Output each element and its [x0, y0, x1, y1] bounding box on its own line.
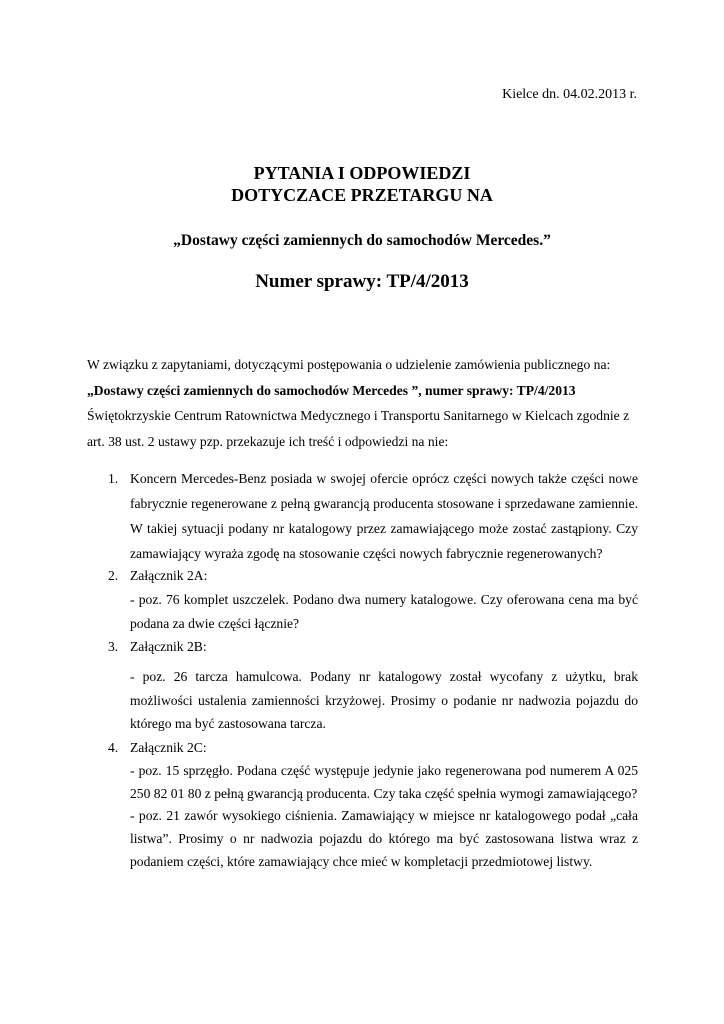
item-line: możliwości ustalenia zamienności krzyżowej. Prosimy o podanie nr nadwozia pojazdu do	[130, 693, 638, 708]
item-line: Załącznik 2B:	[130, 639, 207, 654]
intro-line: Świętokrzyskie Centrum Ratownictwa Medycznego i Transportu Sanitarnego w Kielcach zgodnie z	[87, 408, 630, 423]
item-line: listwa”. Prosimy o nr nadwozia pojazdu do którego ma być zastosowana listwa wraz z	[130, 831, 638, 846]
title-line-1: PYTANIA I ODPOWIEDZI	[253, 163, 471, 183]
item-line: fabrycznie regenerowane z pełną gwarancją producenta stosowane i sprzedawane zamiennie.	[130, 496, 638, 511]
item-line: podaniem części, które zamawiający chce mieć w kompletacji przedmiotowej listwy.	[130, 854, 593, 869]
item-line: - poz. 26 tarcza hamulcowa. Podany nr katalogowy został wycofany z użytku, brak	[130, 669, 638, 684]
item-line: Koncern Mercedes-Benz posiada w swojej ofercie oprócz części nowych także części nowe	[130, 471, 638, 486]
item-line: 250 82 01 80 z pełną gwarancją producenta. Czy taka część spełnia wymogi zamawiającego?	[130, 786, 638, 801]
intro-line: W związku z zapytaniami, dotyczącymi postępowania o udzielenie zamówienia publicznego na:	[87, 357, 611, 372]
item-number: 1.	[108, 471, 119, 486]
item-line: Załącznik 2A:	[130, 568, 208, 583]
item-line: W takiej sytuacji podany nr katalogowy przez zamawiającego może zostać zastąpiony. Czy	[130, 521, 638, 536]
item-line: Załącznik 2C:	[130, 740, 207, 755]
document-date: Kielce dn. 04.02.2013 r.	[502, 87, 637, 102]
item-line: - poz. 15 sprzęgło. Podana część występuje jedynie jako regenerowana pod numerem A 025	[130, 763, 638, 778]
item-number: 2.	[108, 568, 119, 583]
case-number: Numer sprawy: TP/4/2013	[255, 271, 469, 292]
item-number: 4.	[108, 740, 119, 755]
title-line-2: DOTYCZACE PRZETARGU NA	[231, 185, 493, 205]
intro-line: art. 38 ust. 2 ustawy pzp. przekazuje ich treść i odpowiedzi na nie:	[87, 433, 449, 449]
item-line: zamawiający wyraża zgodę na stosowanie części nowych fabrycznie regenerowanych?	[130, 546, 603, 561]
tender-subject: „Dostawy części zamiennych do samochodów Mercedes.”	[173, 232, 551, 249]
item-line: którego ma być zastosowana tarcza.	[130, 716, 326, 731]
item-number: 3.	[108, 639, 119, 654]
item-line: podana za dwie części łącznie?	[130, 616, 300, 631]
item-line: - poz. 21 zawór wysokiego ciśnienia. Zamawiający w miejsce nr katalogowego podał „cała	[130, 808, 638, 823]
item-line: - poz. 76 komplet uszczelek. Podano dwa numery katalogowe. Czy oferowana cena ma być	[130, 592, 638, 607]
intro-paragraph	[87, 352, 643, 454]
intro-line-bold: „Dostawy części zamiennych do samochodów Mercedes ”, numer sprawy: TP/4/2013	[87, 382, 576, 398]
